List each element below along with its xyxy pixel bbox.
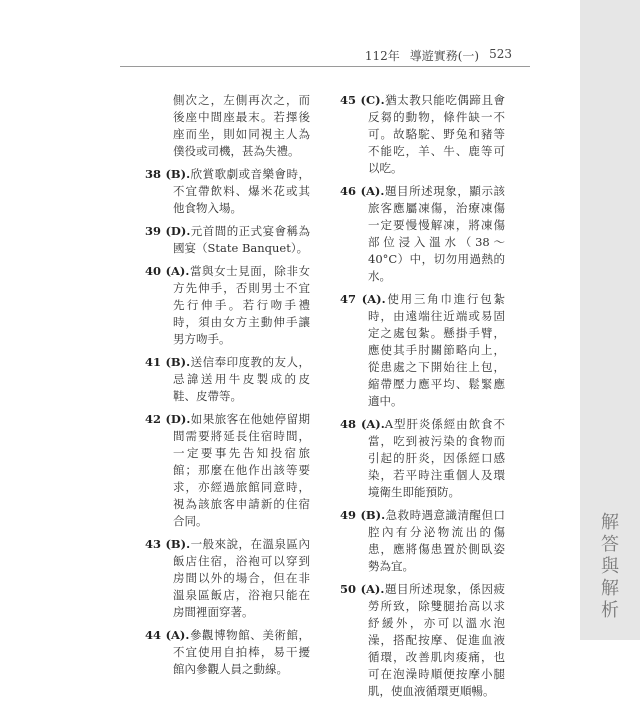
answer-entry xyxy=(340,416,505,501)
answer-text: 當與女士見面，除非女方先伸手，否則男士不宜先行伸手。若行吻手禮時，須由女方主動伸手讓男方吻手。 xyxy=(173,264,311,346)
answer-number: 39 (D). xyxy=(145,224,191,238)
answer-number: 46 (A). xyxy=(340,184,385,198)
answer-number: 45 (C). xyxy=(340,93,385,107)
answer-number: 47 (A). xyxy=(340,292,386,306)
answer-text: 欣賞歌劇或音樂會時，不宜帶飲料、爆米花或其他食物入場。 xyxy=(173,167,310,215)
answer-text: 題目所述現象，係因疲勞所致，除雙腿抬高以求紓緩外，亦可以溫水泡澡，搭配按摩、促進血液循環，改善肌肉痠痛，也可在泡澡時順便按摩小腿肌，使血液循環更順暢。 xyxy=(368,582,506,698)
right-column xyxy=(340,92,505,706)
answer-text: 側次之，左側再次之，而後座中間座最末。若擇後座而坐，則如同視主人為僕役或司機，甚為失禮。 xyxy=(173,93,310,158)
answer-entry xyxy=(145,536,310,621)
answer-text: 猶太教只能吃偶蹄且會反芻的動物，條件缺一不可。故駱駝、野兔和豬等不能吃，羊、牛、鹿等可以吃。 xyxy=(368,93,506,175)
answer-entry xyxy=(145,223,310,257)
page-header xyxy=(300,47,512,64)
answer-number: 44 (A). xyxy=(145,628,190,642)
answer-number: 40 (A). xyxy=(145,264,190,278)
left-column xyxy=(145,92,310,684)
answer-text: 使用三角巾進行包紮時，由遠端往近端或易固定之處包紮。懸掛手臂，應使其手肘關節略向上，從患處之下開始往上包，縮帶壓力應平均、鬆緊應適中。 xyxy=(368,292,505,408)
answer-entry xyxy=(145,166,310,217)
answer-number: 50 (A). xyxy=(340,582,385,596)
answer-number: 48 (A). xyxy=(340,417,385,431)
answer-entry xyxy=(340,581,505,700)
answer-entry xyxy=(145,411,310,530)
answer-number: 38 (B). xyxy=(145,167,191,181)
header-year: 112年 xyxy=(364,49,400,63)
answer-number: 41 (B). xyxy=(145,355,191,369)
answer-text: A型肝炎係經由飲食不當，吃到被污染的食物而引起的肝炎，因係經口感染，若平時注重個人及環境衛生即能預防。 xyxy=(368,417,505,499)
answer-entry xyxy=(340,291,505,410)
answer-entry xyxy=(145,627,310,678)
answer-entry xyxy=(340,92,505,177)
answer-entry xyxy=(340,183,505,285)
answer-number: 49 (B). xyxy=(340,508,386,522)
answer-text: 如果旅客在他她停留期間需要將延長住宿時間，一定要事先告知投宿旅館；那麼在他作出該等要求，亦經過旅館同意時，視為該旅客申請新的住宿合同。 xyxy=(173,412,311,528)
side-tab xyxy=(580,0,640,640)
answer-number: 43 (B). xyxy=(145,537,191,551)
answer-text: 急救時遇意識清醒但口腔內有分泌物流出的傷患，應將傷患置於側臥姿勢為宜。 xyxy=(368,508,505,573)
answer-number: 42 (D). xyxy=(145,412,191,426)
header-page-number: 523 xyxy=(489,47,512,61)
answer-entry xyxy=(145,92,310,160)
answer-text: 參觀博物館、美術館，不宜使用自拍棒，易干擾館內參觀人員之動線。 xyxy=(173,628,311,676)
answer-text: 題目所述現象，顯示該旅客應屬凍傷，治療凍傷一定要慢慢解凍，將凍傷部位浸入溫水（38～40°C）中，切勿用過熱的水。 xyxy=(368,184,506,283)
header-subject: 導遊實務(一) xyxy=(409,49,480,63)
answer-entry xyxy=(340,507,505,575)
answer-text: 一般來說，在溫泉區內飯店住宿，浴袍可以穿到房間以外的場合，但在非溫泉區飯店，浴袍只能在房間裡面穿著。 xyxy=(173,537,310,619)
section-label: 解答與解析 xyxy=(601,512,619,621)
header-rule xyxy=(120,66,530,67)
answer-entry xyxy=(145,354,310,405)
answer-text: 送信奉印度教的友人，忌諱送用牛皮製成的皮鞋、皮帶等。 xyxy=(173,355,310,403)
answer-text: 元首間的正式宴會稱為國宴（State Banquet）。 xyxy=(173,224,311,255)
answer-entry xyxy=(145,263,310,348)
